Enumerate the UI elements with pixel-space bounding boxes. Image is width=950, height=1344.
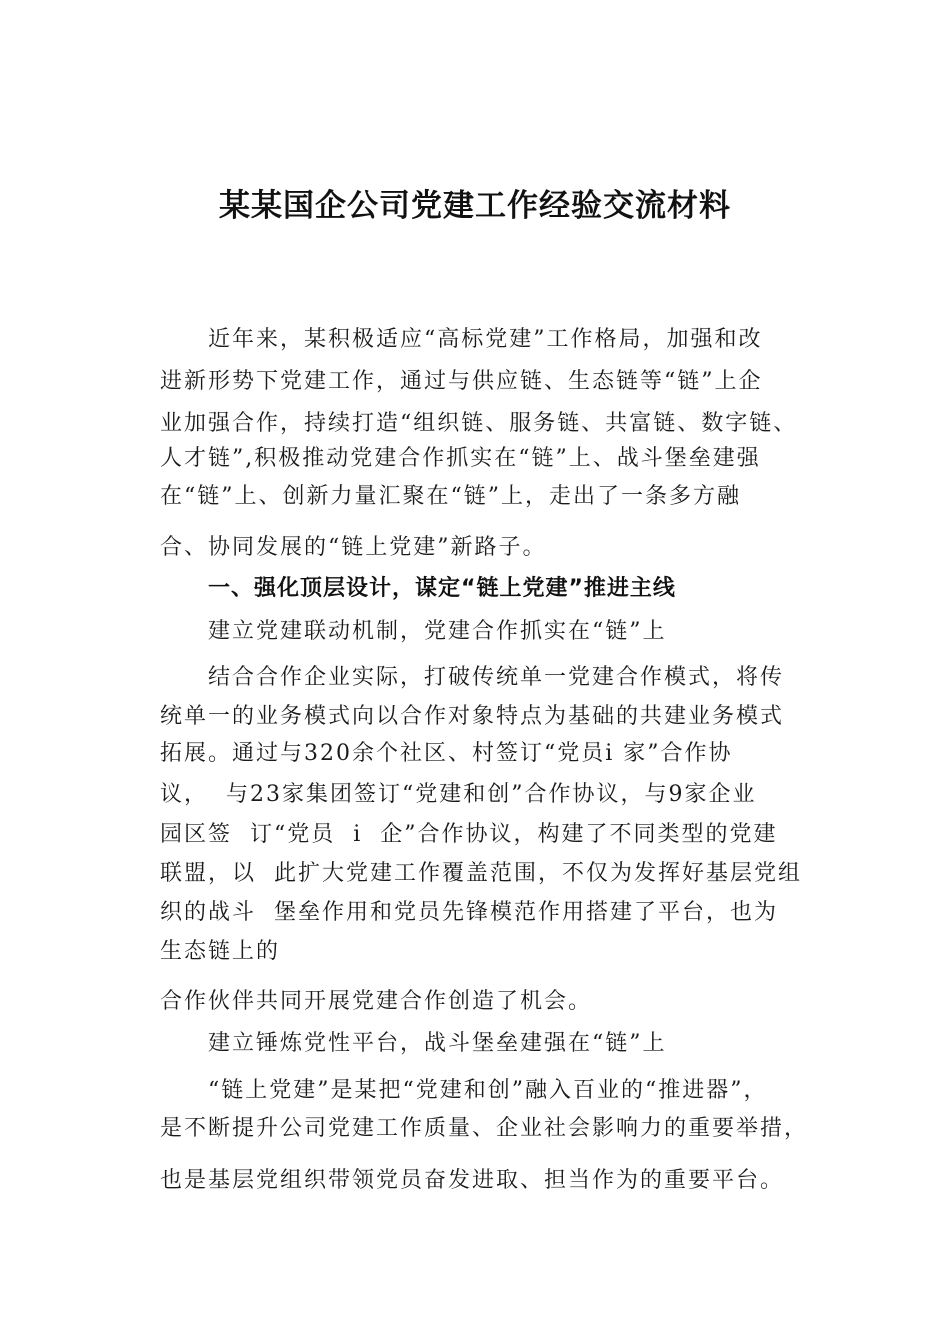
subheading-line: 建立党建联动机制，党建合作抓实在“链”上 — [208, 619, 667, 644]
paragraph-line: 结合合作企业实际，打破传统单一党建合作模式，将传 — [208, 665, 785, 690]
paragraph-line: 统单一的业务模式向以合作对象特点为基础的共建业务模式 — [160, 704, 785, 729]
paragraph-line: 生态链上的 — [160, 939, 281, 964]
paragraph-line: 合、协同发展的“链上党建”新路子。 — [160, 535, 547, 560]
paragraph-line: 拓展。通过与320余个社区、村签订“党员i 家”合作协 — [160, 741, 733, 766]
paragraph-line: 人才链”,积极推动党建合作抓实在“链”上、战斗堡垒建强 — [160, 446, 761, 471]
section-heading: 一、强化顶层设计，谋定“链上党建”推进主线 — [208, 576, 676, 601]
paragraph-line: 业加强合作，持续打造“组织链、服务链、共富链、数字链、 — [160, 411, 798, 436]
paragraph-line: 在“链”上、创新力量汇聚在“链”上，走出了一条多方融 — [160, 484, 741, 509]
paragraph-line: 进新形势下党建工作，通过与供应链、生态链等“链”上企 — [160, 369, 763, 394]
paragraph-line: 织的战斗 堡垒作用和党员先锋模范作用搭建了平台，也为 — [160, 900, 778, 925]
subheading-line: 建立锤炼党性平台，战斗堡垒建强在“链”上 — [208, 1031, 667, 1056]
paragraph-line: 近年来，某积极适应“高标党建”工作格局，加强和改 — [208, 327, 763, 352]
paragraph-line: 联盟，以 此扩大党建工作覆盖范围，不仅为发挥好基层党组 — [160, 861, 802, 886]
paragraph-line: 议， 与23家集团签订“党建和创”合作协议，与9家企业 — [160, 782, 757, 807]
paragraph-line: 合作伙伴共同开展党建合作创造了机会。 — [160, 989, 593, 1014]
paragraph-line: 也是基层党组织带领党员奋发进取、担当作为的重要平台。 — [160, 1168, 785, 1193]
document-title: 某某国企公司党建工作经验交流材料 — [219, 188, 731, 224]
paragraph-line: 是不断提升公司党建工作质量、企业社会影响力的重要举措， — [160, 1116, 809, 1141]
paragraph-line: “链上党建”是某把“党建和创”融入百业的“推进器”， — [208, 1078, 768, 1103]
paragraph-line: 园区签 订“党员 i 企”合作协议，构建了不同类型的党建 — [160, 822, 778, 847]
